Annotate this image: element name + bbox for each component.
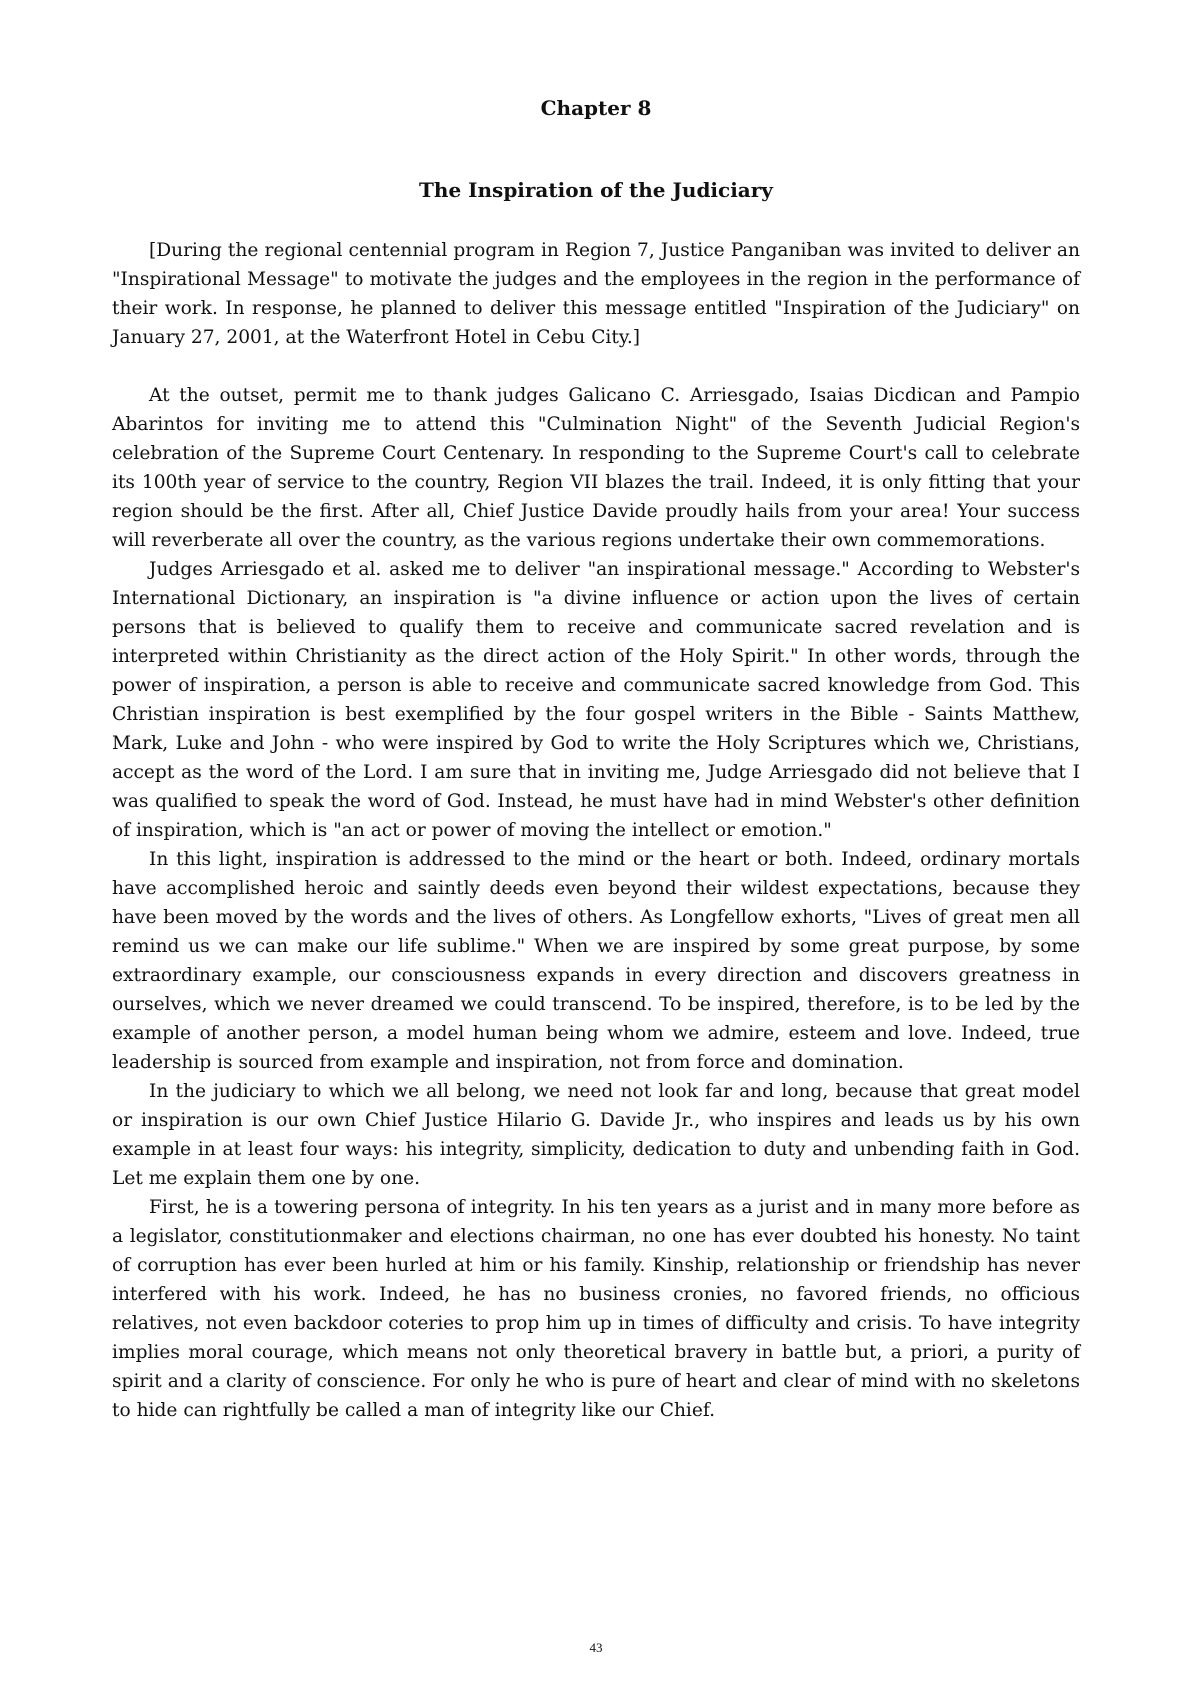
chapter-title: The Inspiration of the Judiciary bbox=[419, 178, 773, 202]
paragraph-in-this-light: In this light, inspiration is addressed to the mind or the heart or both. Indeed, ordinary mortals have accomplished heroic and saintly deeds even beyond their wildest expectations, because they have been moved by the words and the lives of others. As Longfellow exhorts, "Lives of great men all remind us we can make our life sublime." When we are inspired by some great purpose, by some extraordinary example, our consciousness expands in every direction and discovers greatness in ourselves, which we never dreamed we could transcend. To be inspired, therefore, is to be led by the example of another person, a model human being whom we admire, esteem and love. Indeed, true leadership is sourced from example and inspiration, not from force and domination. bbox=[112, 849, 1080, 1073]
paragraph-judiciary-model: In the judiciary to which we all belong, we need not look far and long, because that great model or inspiration is our own Chief Justice Hilario G. Davide Jr., who inspires and leads us by his own example in at least four ways: his integrity, simplicity, dedication to duty and unbending faith in God. Let me explain them one by one. bbox=[112, 1081, 1080, 1189]
page-number: 43 bbox=[589, 1640, 603, 1655]
paragraph-inspirational-message: Judges Arriesgado et al. asked me to deliver "an inspirational message." According to Webster's International Dictionary, an inspiration is "a divine influence or action upon the lives of certain persons that is believed to qualify them to receive and communicate sacred revelation and is interpreted within Christianity as the direct action of the Holy Spirit." In other words, through the power of inspiration, a person is able to receive and communicate sacred knowledge from God. This Christian inspiration is best exemplified by the four gospel writers in the Bible - Saints Matthew, Mark, Luke and John - who were inspired by God to write the Holy Scriptures which we, Christians, accept as the word of the Lord. I am sure that in inviting me, Judge Arriesgado did not believe that I was qualified to speak the word of God. Instead, he must have had in mind Webster's other definition of inspiration, which is "an act or power of moving the intellect or emotion." bbox=[112, 559, 1080, 841]
chapter-label: Chapter 8 bbox=[540, 96, 652, 120]
paragraph-outset: At the outset, permit me to thank judges Galicano C. Arriesgado, Isaias Dicdican and Pampio Abarintos for inviting me to attend this "Culmination Night" of the Seventh Judicial Region's celebration of the Supreme Court Centenary. In responding to the Supreme Court's call to celebrate its 100th year of service to the country, Region VII blazes the trail. Indeed, it is only fitting that your region should be the first. After all, Chief Justice Davide proudly hails from your area! Your success will reverberate all over the country, as the various regions undertake their own commemorations. bbox=[112, 385, 1080, 551]
paragraph-integrity: First, he is a towering persona of integrity. In his ten years as a jurist and in many more before as a legislator, constitutionmaker and elections chairman, no one has ever doubted his honesty. No taint of corruption has ever been hurled at him or his family. Kinship, relationship or friendship has never interfered with his work. Indeed, he has no business cronies, no favored friends, no officious relatives, not even backdoor coteries to prop him up in times of difficulty and crisis. To have integrity implies moral courage, which means not only theoretical bravery in battle but, a priori, a purity of spirit and a clarity of conscience. For only he who is pure of heart and clear of mind with no skeletons to hide can rightfully be called a man of integrity like our Chief. bbox=[112, 1197, 1080, 1421]
intro-note: [During the regional centennial program in Region 7, Justice Panganiban was invited to deliver an "Inspirational Message" to motivate the judges and the employees in the region in the performance of their work. In response, he planned to deliver this message entitled "Inspiration of the Judiciary" on January 27, 2001, at the Waterfront Hotel in Cebu City.] bbox=[112, 240, 1080, 348]
body-text bbox=[112, 236, 1080, 1425]
